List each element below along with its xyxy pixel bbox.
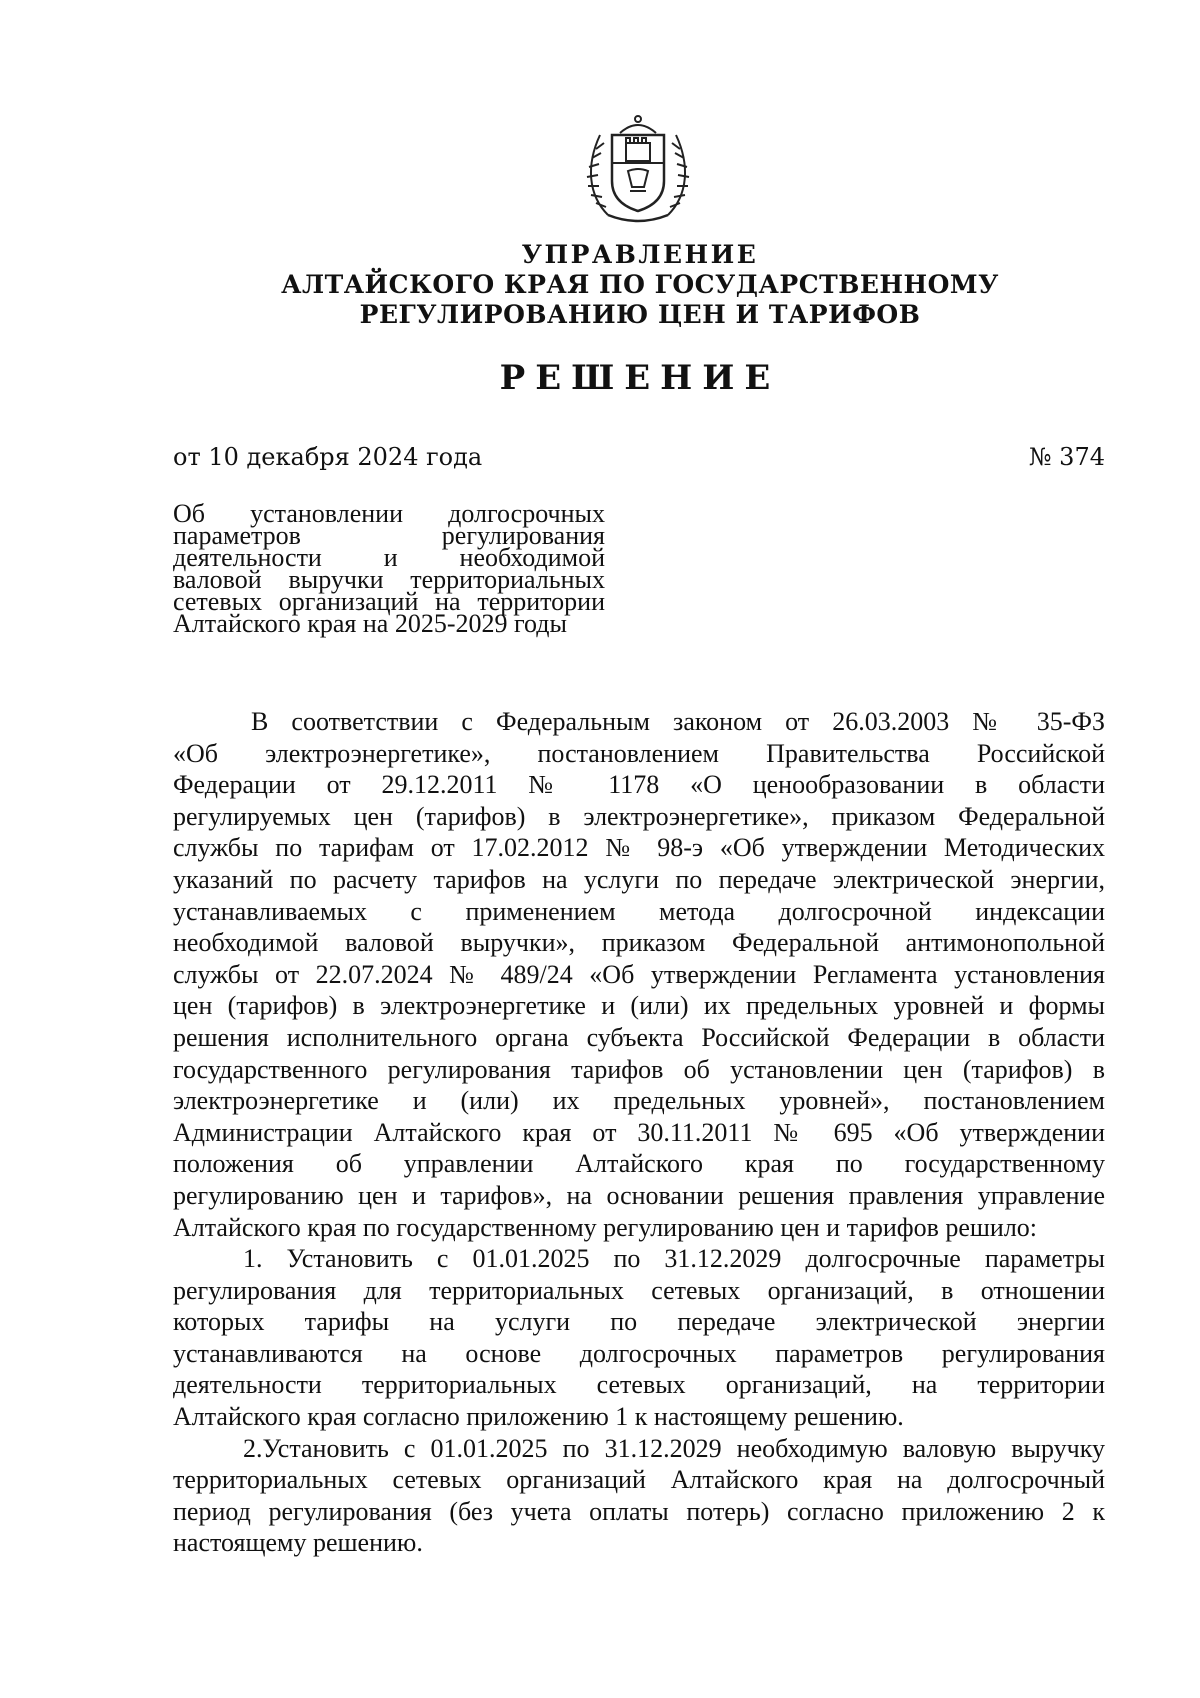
body-line: Федерации от 29.12.2011 № 1178 «О ценообразовании в области: [173, 770, 1105, 800]
body-line: регулированию цен и тарифов», на основании решения правления управление: [173, 1180, 1105, 1210]
coat-of-arms-icon: [568, 95, 708, 235]
document-subject: [173, 499, 605, 638]
body-line: службы по тарифам от 17.02.2012 № 98-э «Об утверждении Методических: [173, 833, 1105, 863]
body-line: 2.Установить с 01.01.2025 по 31.12.2029 необходимую валовую выручку: [243, 1433, 1105, 1463]
body-line: Алтайского края согласно приложению 1 к настоящему решению.: [173, 1402, 904, 1432]
document-number: № 374: [1028, 443, 1105, 471]
document-date: от 10 декабря 2024 года: [173, 443, 483, 471]
subject-line: сетевых организаций на территории: [173, 587, 605, 616]
body-line: необходимой валовой выручки», приказом Федеральной антимонопольной: [173, 928, 1105, 958]
document-body: [173, 706, 1105, 1559]
body-line: «Об электроэнергетике», постановлением Правительства Российской: [173, 738, 1105, 768]
header-line-1: УПРАВЛЕНИЕ: [521, 240, 759, 269]
body-line: период регулирования (без учета оплаты потерь) согласно приложению 2 к: [173, 1496, 1105, 1526]
body-line: электроэнергетике и (или) их предельных уровней», постановлением: [173, 1086, 1105, 1116]
body-line: службы от 22.07.2024 № 489/24 «Об утверждении Регламента установления: [173, 959, 1105, 989]
body-line: территориальных сетевых организаций Алтайского края на долгосрочный: [173, 1465, 1105, 1495]
body-line: устанавливаются на основе долгосрочных параметров регулирования: [173, 1338, 1105, 1368]
agency-header: [200, 240, 1080, 330]
header-line-2: АЛТАЙСКОГО КРАЯ ПО ГОСУДАРСТВЕННОМУ: [281, 270, 999, 299]
body-line: цен (тарифов) в электроэнергетике и (или) их предельных уровней и формы: [173, 991, 1105, 1021]
body-line: настоящему решению.: [173, 1528, 423, 1558]
subject-line: валовой выручки территориальных: [173, 565, 605, 594]
subject-line: параметров регулирования: [173, 521, 605, 550]
document-title: РЕШЕНИЕ: [499, 358, 781, 398]
body-line: государственного регулирования тарифов об установлении цен (тарифов) в: [173, 1054, 1105, 1084]
body-line: деятельности территориальных сетевых организаций, на территории: [173, 1370, 1105, 1400]
body-line: которых тарифы на услуги по передаче электрической энергии: [173, 1307, 1105, 1337]
body-line: 1. Установить с 01.01.2025 по 31.12.2029 долгосрочные параметры: [243, 1244, 1105, 1274]
body-line: регулирования для территориальных сетевых организаций, в отношении: [173, 1275, 1105, 1305]
body-line: регулируемых цен (тарифов) в электроэнергетике», приказом Федеральной: [173, 801, 1105, 831]
body-line: указаний по расчету тарифов на услуги по передаче электрической энергии,: [173, 864, 1105, 894]
body-line: Администрации Алтайского края от 30.11.2011 № 695 «Об утверждении: [173, 1117, 1105, 1147]
body-line: положения об управлении Алтайского края по государственному: [173, 1149, 1105, 1179]
body-line: устанавливаемых с применением метода долгосрочной индексации: [173, 896, 1105, 926]
subject-line: Алтайского края на 2025-2029 годы: [173, 609, 567, 638]
body-line: В соответствии с Федеральным законом от 26.03.2003 № 35-ФЗ: [251, 707, 1105, 736]
body-line: решения исполнительного органа субъекта Российской Федерации в области: [173, 1022, 1105, 1052]
header-line-3: РЕГУЛИРОВАНИЮ ЦЕН И ТАРИФОВ: [359, 300, 921, 329]
subject-line: Об установлении долгосрочных: [173, 499, 605, 528]
body-line: Алтайского края по государственному регулированию цен и тарифов решило:: [173, 1212, 1038, 1242]
subject-line: деятельности и необходимой: [173, 543, 605, 572]
